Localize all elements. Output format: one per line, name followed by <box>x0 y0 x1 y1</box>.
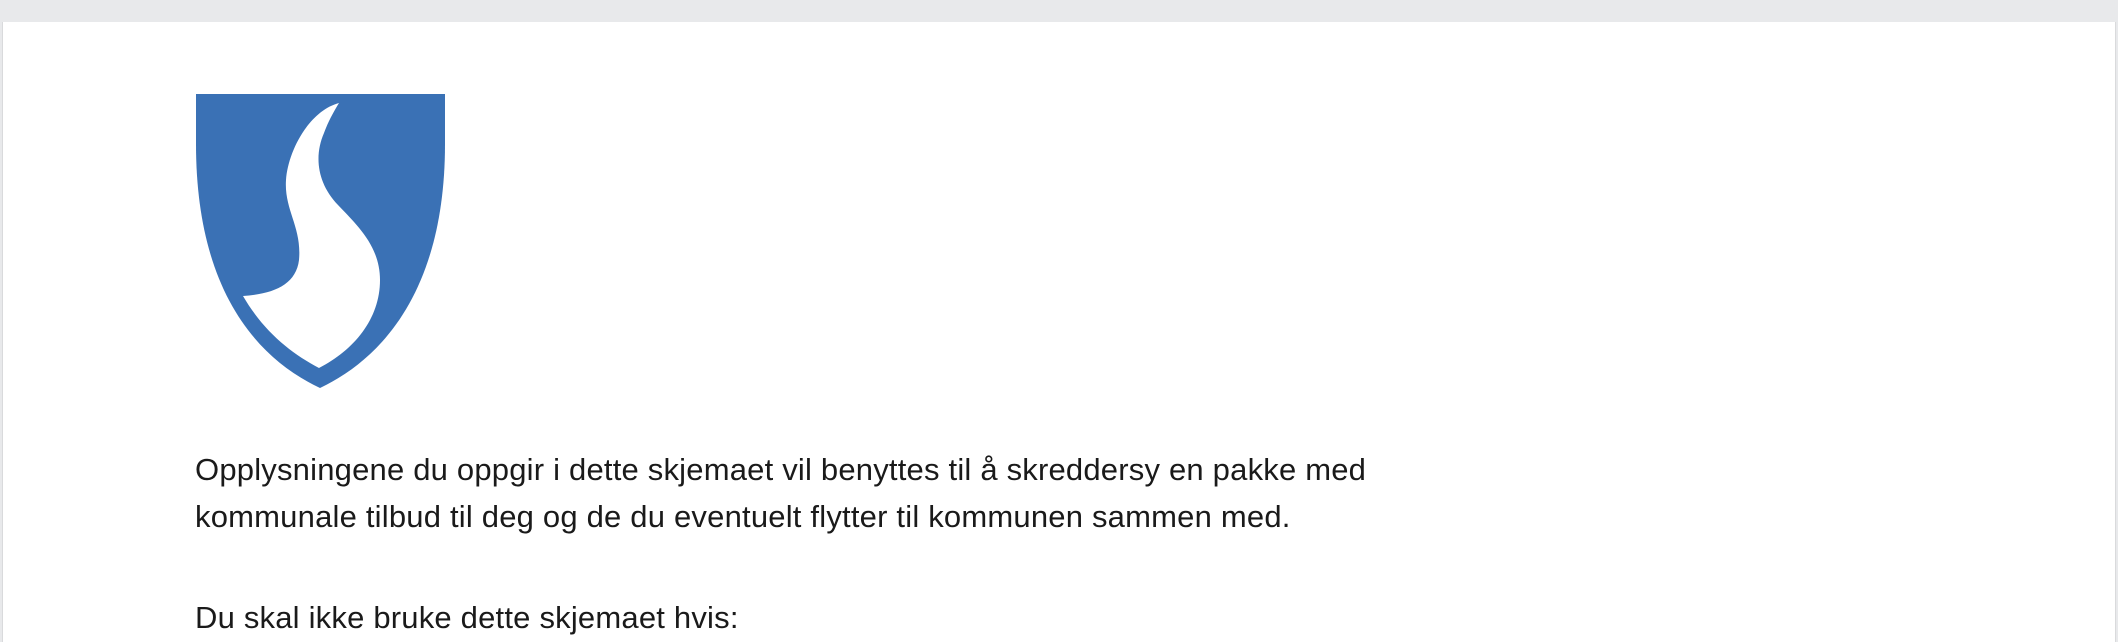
warning-heading: Du skal ikke bruke dette skjemaet hvis: <box>195 600 739 635</box>
municipal-coat-of-arms-icon <box>196 94 445 396</box>
intro-line-1: Opplysningene du oppgir i dette skjemaet vil benyttes til å skreddersy en pakke med <box>195 452 1367 487</box>
intro-line-2: kommunale tilbud til deg og de du eventuelt flytter til kommunen sammen med. <box>195 499 1291 534</box>
form-page <box>2 22 2116 642</box>
intro-paragraph <box>195 446 1595 540</box>
